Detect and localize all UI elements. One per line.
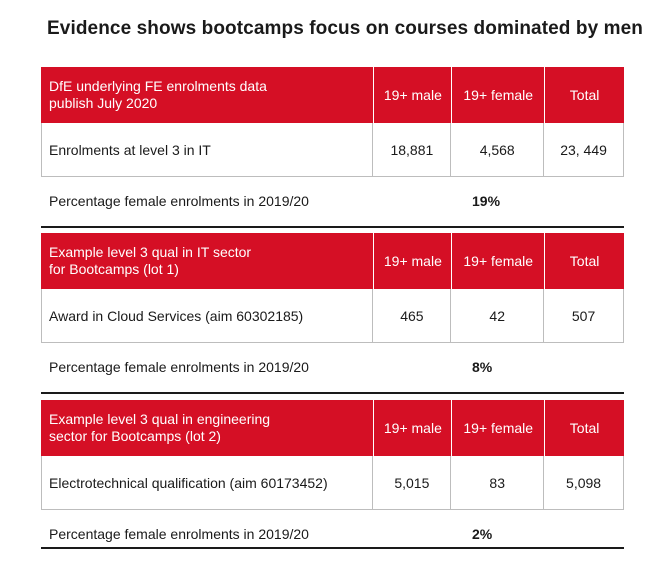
header-label [42,233,374,289]
percentage-label: Percentage female enrolments in 2019/20 [49,193,309,209]
header-male: 19+ male [374,67,452,123]
percentage-label: Percentage female enrolments in 2019/20 [49,526,309,542]
percentage-row [41,343,624,393]
header-total: Total [569,253,600,269]
row-female: 83 [451,456,544,509]
table-row [41,123,624,177]
percentage-row [41,510,624,560]
percentage-value: 2% [472,526,493,542]
table-cloud-services [41,233,624,393]
row-label: Award in Cloud Services (aim 60302185) [42,289,373,342]
table-electrotechnical [41,400,624,560]
row-total: 5,098 [566,474,602,491]
table-it-enrolments [41,67,624,227]
header-label [42,400,374,456]
percentage-value: 8% [472,359,493,375]
header-total: Total [569,420,600,436]
header-label-line1: Example level 3 qual in engineering [49,411,271,427]
row-male: 465 [373,289,451,342]
row-total: 23, 449 [560,141,607,158]
header-male: 19+ male [374,233,452,289]
header-total: Total [569,87,600,103]
divider [41,392,624,394]
divider [41,226,624,228]
percentage-row [41,177,624,227]
header-male: 19+ male [374,400,452,456]
percentage-value: 19% [472,193,501,209]
header-label-line1: DfE underlying FE enrolments data [49,78,267,94]
table-row [41,456,624,510]
row-male: 18,881 [373,123,451,176]
header-label-line1: Example level 3 qual in IT sector [49,244,252,260]
row-female: 42 [451,289,544,342]
table-header [41,233,624,289]
percentage-label: Percentage female enrolments in 2019/20 [49,359,309,375]
table-header [41,400,624,456]
header-label-line2: publish July 2020 [49,95,158,111]
header-label [42,67,374,123]
header-female: 19+ female [452,400,545,456]
divider [41,547,624,549]
row-female: 4,568 [451,123,544,176]
row-male: 5,015 [373,456,451,509]
table-header [41,67,624,123]
row-label: Enrolments at level 3 in IT [42,123,373,176]
page-title: Evidence shows bootcamps focus on courses dominated by men [47,18,643,39]
header-label-line2: for Bootcamps (lot 1) [49,261,179,277]
row-label: Electrotechnical qualification (aim 60173452) [42,456,373,509]
header-label-line2: sector for Bootcamps (lot 2) [49,428,221,444]
table-row [41,289,624,343]
header-female: 19+ female [452,233,545,289]
row-total: 507 [571,307,596,324]
header-female: 19+ female [452,67,545,123]
